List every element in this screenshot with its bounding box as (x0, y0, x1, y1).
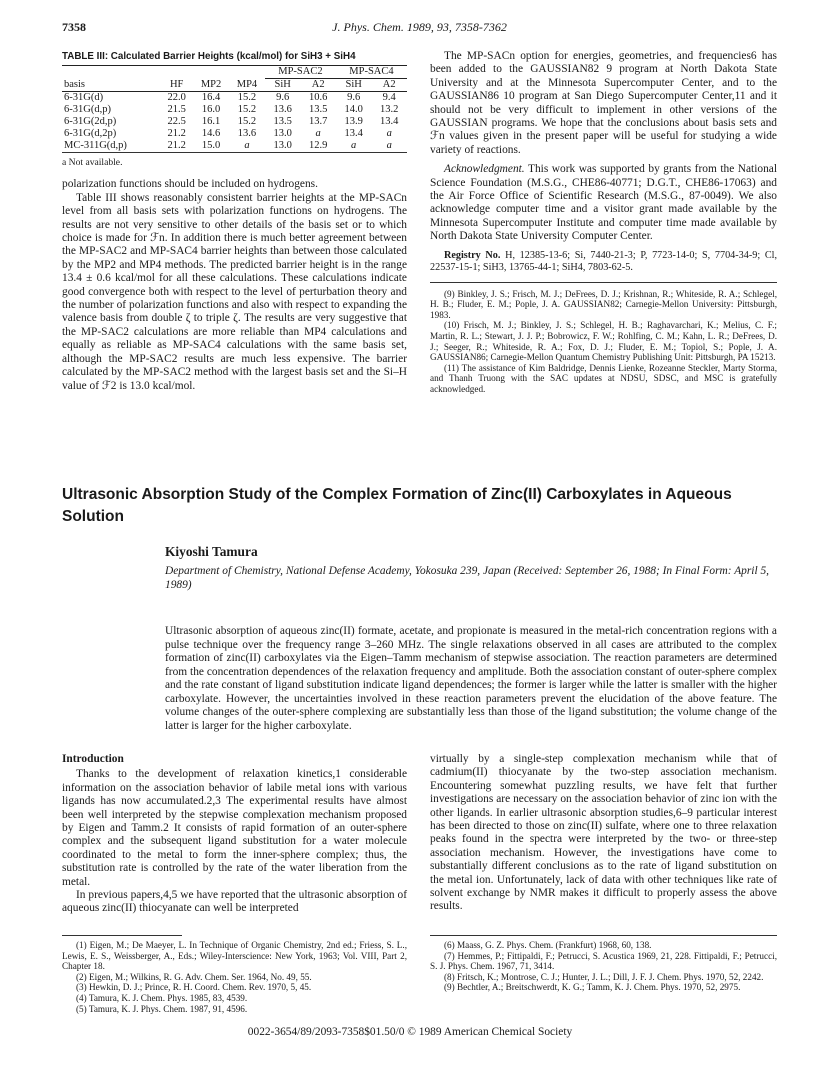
lower-left-column (62, 753, 407, 916)
table-cell: a (351, 140, 357, 152)
acknowledgment-label: Acknowledgment. (444, 163, 525, 176)
column-header: MP2 (200, 79, 222, 91)
column-header: A2 (382, 79, 396, 91)
table-cell: 9.6 (276, 92, 290, 104)
table-row (62, 92, 407, 105)
reference-item: (11) The assistance of Kim Baldridge, Dennis Lienke, Rozeanne Steckler, Marty Storma, and Thanh Truong with the SAC updates at NDSU, SDSC, and MSC is gratefully acknowledged. (430, 362, 777, 395)
table-cell: a (386, 128, 392, 140)
reference-item: (8) Fritsch, K.; Montrose, C. J.; Hunter, J. L.; Dill, J. F. J. Chem. Phys. 1970, 52, 2242. (444, 971, 764, 982)
table-cell: 22.0 (167, 92, 186, 104)
table-cell: a (315, 128, 321, 140)
table-cell: 16.1 (201, 116, 221, 128)
table-cell: 21.5 (167, 104, 186, 116)
table-cell: 6-31G(d,2p) (64, 128, 117, 140)
table-cell: 10.6 (308, 92, 328, 104)
table-row (62, 104, 407, 116)
reference-item: (7) Hemmes, P.; Fittipaldi, F.; Petrucci, S. Acustica 1969, 21, 228. Fittipaldi, F.; Petrucci, S. J. Phys. Chem. 1967, 71, 3414. (430, 950, 777, 972)
registry-label: Registry No. (444, 249, 501, 261)
running-header (62, 20, 777, 36)
table-cell: 16.0 (201, 104, 221, 116)
reference-item: (1) Eigen, M.; De Maeyer, L. In Technique of Organic Chemistry, 2nd ed.; Friess, S. L., Lewis, E. S., Weissberger, A., Eds.; Wiley-Interscience: New York, 1963; Vol. VIII, Part 2, Chapter 18. (62, 940, 407, 972)
lower-right-references (430, 935, 777, 993)
table-cell: a (244, 140, 250, 152)
table-cell: a (386, 140, 392, 152)
table-cell: 13.6 (273, 104, 292, 116)
table-cell: 15.2 (237, 116, 257, 128)
intro-paragraph-2: In previous papers,4,5 we have reported that the ultrasonic absorption of aqueous zinc(II) thiocyanate can well be interpreted (62, 889, 407, 915)
table-cell: 13.0 (273, 140, 292, 152)
group-header-sac4: MP-SAC4 (336, 66, 407, 79)
table-cell: 21.2 (167, 128, 186, 140)
lower-right-column (430, 753, 777, 914)
registry-text: H, 12385-13-6; Si, 7440-21-3; P, 7723-14-0; S, 7704-34-9; Cl, 22537-15-1; SiH3, 13765-44-1; SiH4, 7803-62-5. (430, 249, 777, 273)
column-header: MP4 (236, 79, 258, 91)
table-cell: 16.4 (201, 92, 221, 104)
upper-right-column (430, 50, 777, 395)
article-title: Ultrasonic Absorption Study of the Complex Formation of Zinc(II) Carboxylates in Aqueous Solution (62, 486, 732, 525)
table-cell: 13.2 (380, 104, 399, 116)
introduction-heading: Introduction (62, 753, 124, 765)
reference-item: (6) Maass, G. Z. Phys. Chem. (Frankfurt) 1968, 60, 138. (444, 940, 652, 950)
table-cell: 13.4 (344, 128, 363, 140)
table-cell: 6-31G(2d,p) (64, 116, 117, 128)
column-header: A2 (311, 79, 325, 91)
table-cell: 9.4 (382, 92, 396, 104)
lower-left-references (62, 935, 407, 1014)
reference-item: (2) Eigen, M.; Wilkins, R. G. Adv. Chem. Ser. 1964, No. 49, 55. (76, 971, 312, 982)
table-cell: 15.2 (237, 104, 257, 116)
table-header-row (62, 79, 407, 92)
reference-item: (10) Frisch, M. J.; Binkley, J. S.; Schlegel, H. B.; Raghavarchari, K.; Melius, C. F.; Martin, R. L.; Stewart, J. J. P.; Bobrowicz, F. W.; Rohlfing, C. M.; Kahn, L. R.; DeFrees, D. J.; Seeger, R.; Whiteside, R. A.; Fox, D. J.; Fluder, E. M.; Topiol, S.; Pople, J. A. GAUSSIAN86; Carnegie-Mellon Quantum Chemistry Publishing Unit: Pittsburgh, PA 15213. (430, 320, 777, 363)
column-header: basis (64, 79, 85, 91)
table-cell: 15.0 (201, 140, 221, 152)
group-header-sac2: MP-SAC2 (265, 66, 336, 79)
table-cell: 13.5 (308, 104, 328, 116)
reference-item: (3) Hewkin, D. J.; Prince, R. H. Coord. Chem. Rev. 1970, 5, 45. (76, 982, 312, 993)
table-cell: 6-31G(d) (64, 92, 104, 104)
table-cell: 13.5 (273, 116, 292, 128)
copyright-line: 0022-3654/89/2093-7358$01.50/0 © 1989 American Chemical Society (247, 1026, 573, 1038)
left-paragraph-2: Table III shows reasonably consistent barrier heights at the MP-SACn level from all basis sets with polarization functions on hydrogens. The results are not very sensitive to other details of the basis set or to which choice is made for ℱn. In addition there is much better agreement between the MP-SAC2 and MP-SAC4 barrier heights than between those calculated by the MP2 and MP4 methods. The predicted barrier height is in the range 13.4 ± 0.6 kcal/mol for all these calculations. These calculations indicate good convergence both with respect to the level of perturbation theory and the number of polarization functions and also with respect to expanding the valence basis from double ζ to triple ζ. The results are very suggestive that the MP-SAC2 calculations are more reliable than MP4 calculations and equally as reliable as MP-SAC4 calculations with the same basis set, although the MP-SAC2 results are much less expensive. The barrier calculated by the MP-SAC2 method with the largest basis set and the Si–H value of ℱ2 is 13.0 kcal/mol. (62, 191, 407, 392)
acknowledgment-text: This work was supported by grants from the National Science Foundation (M.S.G., CHE86-40771; D.G.T., CHE86-17063) and the Air Force Office of Scientific Research (M.S.G., 87-0049). We also acknowledge computer time and a visitor grant made available by the Minnesota Supercomputer Institute and computer time made available by North Dakota State University Computer Center. (430, 163, 777, 243)
table-cell: 14.6 (201, 128, 221, 140)
table-cell: MC-311G(d,p) (64, 140, 127, 152)
table-row (62, 116, 407, 128)
article-affiliation: Department of Chemistry, National Defense Academy, Yokosuka 239, Japan (Received: September 26, 1988; In Final Form: April 5, 1989) (165, 565, 770, 591)
table-cell: 13.9 (344, 116, 363, 128)
table-body (62, 92, 407, 153)
table-cell: 9.6 (347, 92, 361, 104)
table-cell: 15.2 (237, 92, 257, 104)
left-paragraph-1: polarization functions should be included on hydrogens. (62, 178, 318, 191)
column-header: SiH (274, 79, 291, 91)
table-cell: 6-31G(d,p) (64, 104, 111, 116)
abstract-text: Ultrasonic absorption of aqueous zinc(II) formate, acetate, and propionate is measured in the metal-rich concentration regions with a pulse technique over the frequency range 3–260 MHz. The single relaxations observed in all cases are attributed to the complex formation of zinc(II) carboxylates via the Eigen–Tamm mechanism of stepwise association. The reaction parameters are determined from the concentration dependences of the relaxation frequency and amplitude. Both the association constant of outer-sphere complex and the rate constant of ligand substitution indicate ligand dependences; the former is larger while the latter is smaller with the higher carboxylate. However, the uncertainties involved in these reaction parameters prevent the elucidation of the above feature. The volume changes of the outer-sphere complexing are substantially less than those of the ligand substitution; the volume change of the latter is larger for the higher carboxylate. (165, 625, 777, 732)
table-cell: 13.0 (273, 128, 292, 140)
reference-item: (9) Bechtler, A.; Breitschwerdt, K. G.; Tamm, K. J. Chem. Phys. 1970, 52, 2975. (444, 982, 741, 993)
barrier-table (62, 65, 407, 152)
column-header: SiH (345, 79, 362, 91)
table-cell: 14.0 (344, 104, 363, 116)
table-row (62, 128, 407, 140)
table-row (62, 140, 407, 152)
table-cell: 12.9 (308, 140, 328, 152)
upper-left-column (62, 50, 407, 393)
table-caption: TABLE III: Calculated Barrier Heights (kcal/mol) for SiH3 + SiH4 (62, 51, 356, 62)
column-header: HF (169, 79, 184, 91)
reference-item: (4) Tamura, K. J. Chem. Phys. 1985, 83, 4539. (76, 992, 248, 1003)
page-number: 7358 (62, 20, 86, 34)
table-cell: 13.7 (308, 116, 328, 128)
intro-paragraph-1: Thanks to the development of relaxation kinetics,1 considerable information on the association behavior of labile metal ions with various ligands has now accumulated.2,3 The experimental results have almost been well interpreted by the stepwise complexation mechanism proposed by Eigen and Tamm.2 It consists of rapid formation of an outer-sphere complex and the subsequent ligand substitution for a water molecule coordinated to the metal to form the inner-sphere complex; thus, the substitution rate is controlled by the rate of the water liberation from the metal. (62, 768, 407, 888)
table-footnote: a Not available. (62, 157, 123, 169)
upper-references (430, 289, 777, 395)
reference-item: (5) Tamura, K. J. Phys. Chem. 1987, 91, 4596. (76, 1003, 248, 1014)
article-abstract (165, 625, 777, 733)
article-author: Kiyoshi Tamura (165, 544, 258, 559)
table-cell: 22.5 (167, 116, 186, 128)
table-cell: 21.2 (167, 140, 186, 152)
right-paragraph-1: The MP-SACn option for energies, geometries, and frequencies6 has been added to the GAUSSIAN82 9 program at North Dakota State University and at the Minnesota Supercomputer Center, and to the GAUSSIAN86 10 program at San Diego Supercomputer Center,11 and it should not be very difficult to implement in other versions of the GAUSSIAN programs. We hope that the conclusions about basis sets and ℱn values given in the present paper will be useful for studying a wide variety of reactions. (430, 50, 777, 156)
reference-item: (9) Binkley, J. S.; Frisch, M. J.; DeFrees, D. J.; Krishnan, R.; Whiteside, R. A.; Schlegel, H. B.; Fluder, E. M.; Pople, J. A. GAUSSIAN82; Carnegie-Mellon University: Pittsburgh, 1983. (430, 288, 777, 320)
journal-citation: J. Phys. Chem. 1989, 93, 7358-7362 (332, 20, 507, 34)
right-intro-paragraph: virtually by a single-step complexation mechanism while that of cadmium(II) thiocyanate by the two-step association mechanism. Encountering somewhat puzzling results, we have felt that further investigations are necessary on the association behavior of zinc ion with the other ligands. In earlier ultrasonic absorption studies,6–9 particular interest has been directed to those on zinc(II) sulfate, where one to three relaxation peaks found in the spectra were interpreted by the two- or three-step association mechanism. However, the investigations have come to substantially different conclusions as to the rate of ligand substitution on the metal ion. Unfortunately, lack of data with other techniques like rate of solvent exchange by NMR makes it difficult to properly assess the above results. (430, 753, 777, 913)
table-cell: 13.6 (237, 128, 257, 140)
table-cell: 13.4 (380, 116, 399, 128)
